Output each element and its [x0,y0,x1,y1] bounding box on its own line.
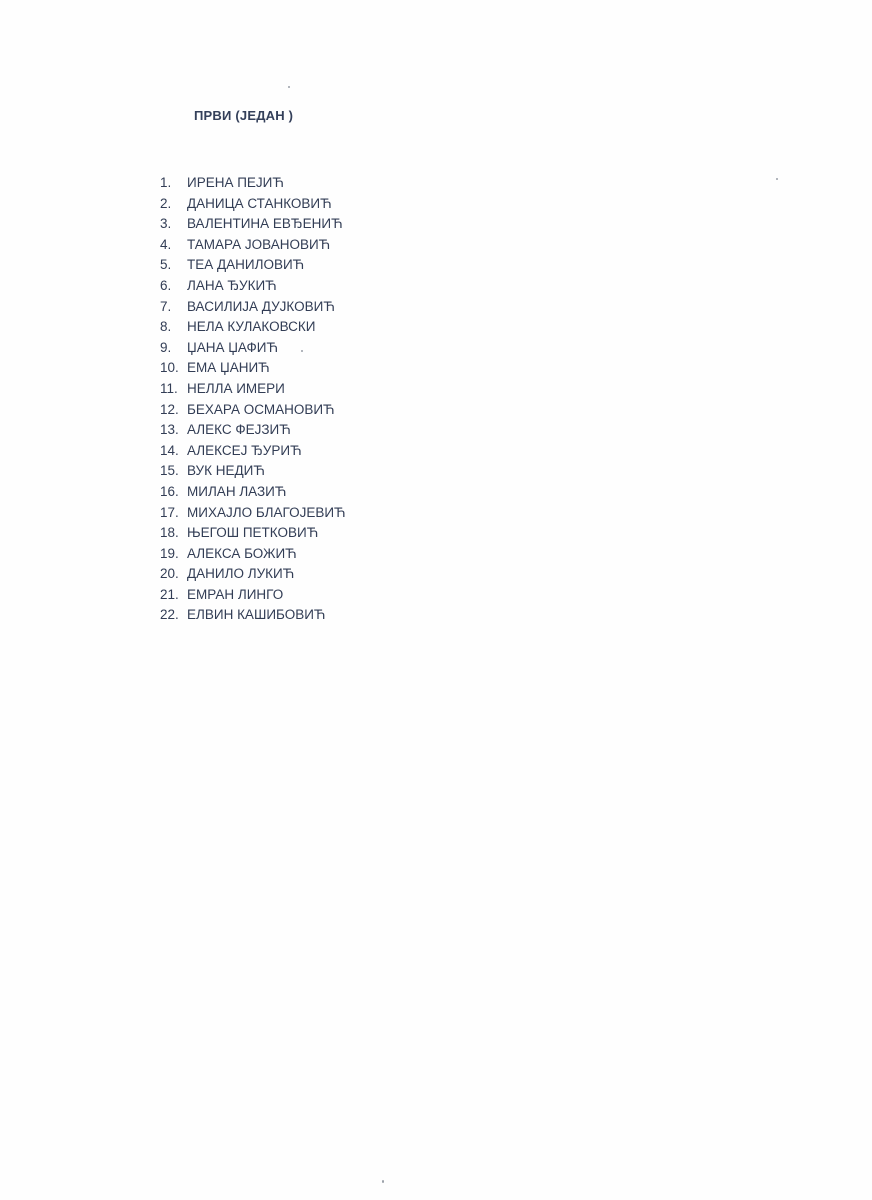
item-name: АЛЕКС ФЕЈЗИЋ [187,422,291,438]
item-name: ЕМА ЏАНИЋ [187,360,270,376]
list-item [160,173,346,194]
item-name: ЕЛВИН КАШИБОВИЋ [187,607,326,623]
item-number: 1. [160,175,172,190]
item-name: НЕЛА КУЛАКОВСКИ [187,319,316,335]
list-item [160,214,346,235]
page-title: ПРВИ (ЈЕДАН ) [194,108,294,123]
list-item [160,400,346,421]
list-item [160,255,346,276]
item-number: 10. [160,360,179,376]
item-name: ЕМРАН ЛИНГО [187,586,284,602]
list-item [160,297,346,318]
item-number: 12. [160,401,179,417]
scan-speck [776,178,778,180]
item-name: МИХАЈЛО БЛАГОЈЕВИЋ [187,504,346,520]
item-number: 5. [160,257,172,273]
item-name: МИЛАН ЛАЗИЋ [187,483,287,499]
item-number: 6. [160,277,172,293]
list-item [160,585,346,606]
list-item [160,503,346,524]
scan-speck [288,86,290,88]
item-name: БЕХАРА ОСМАНОВИЋ [187,401,335,417]
item-number: 8. [160,319,172,335]
item-number: 3. [160,216,172,232]
item-name: НЕЛЛА ИМЕРИ [187,380,285,396]
list-item [160,482,346,503]
item-number: 14. [160,442,179,458]
name-list [160,173,346,626]
list-item [160,235,346,256]
item-number: 4. [160,236,172,252]
item-name: ИРЕНА ПЕЈИЋ [187,175,284,190]
item-number: 7. [160,298,172,314]
item-name: ВУК НЕДИЋ [187,463,265,479]
list-item [160,379,346,400]
item-name: ВАСИЛИЈА ДУЈКОВИЋ [187,298,335,314]
item-name: АЛЕКСА БОЖИЋ [187,545,297,561]
item-name: ЏАНА ЏАФИЋ [187,339,278,355]
list-item [160,420,346,441]
item-number: 13. [160,422,179,438]
list-item [160,317,346,338]
list-item [160,358,346,379]
scan-speck [301,350,303,352]
item-number: 22. [160,607,179,623]
list-item [160,523,346,544]
item-name: ЛАНА ЂУКИЋ [187,277,277,293]
item-number: 19. [160,545,179,561]
item-name: ТЕА ДАНИЛОВИЋ [187,257,305,273]
item-name: АЛЕКСЕЈ ЂУРИЋ [187,442,302,458]
list-item [160,544,346,565]
item-name: ДАНИЦА СТАНКОВИЋ [187,195,332,211]
list-item [160,441,346,462]
item-number: 16. [160,483,179,499]
item-number: 18. [160,525,179,541]
item-number: 20. [160,566,179,582]
item-number: 21. [160,586,179,602]
item-name: ВАЛЕНТИНА ЕВЂЕНИЋ [187,216,343,232]
list-item [160,194,346,215]
item-number: 9. [160,339,172,355]
item-number: 17. [160,504,179,520]
item-number: 2. [160,195,172,211]
scan-speck [382,1180,384,1183]
list-item [160,564,346,585]
list-item [160,605,346,626]
item-number: 11. [160,380,178,396]
list-item [160,276,346,297]
item-name: ЊЕГОШ ПЕТКОВИЋ [187,525,319,541]
list-item [160,461,346,482]
item-name: ДАНИЛО ЛУКИЋ [187,566,295,582]
item-name: ТАМАРА ЈОВАНОВИЋ [187,236,331,252]
list-item [160,338,346,359]
item-number: 15. [160,463,179,479]
